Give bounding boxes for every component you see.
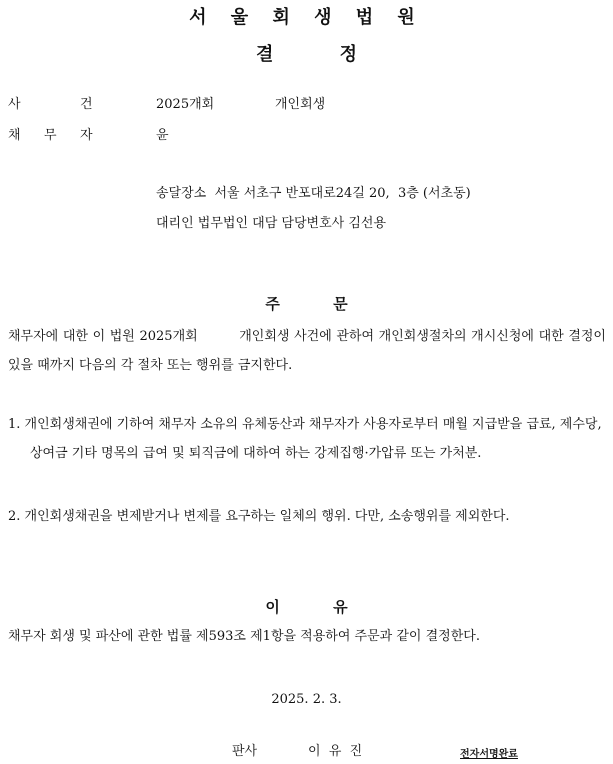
electronic-signature-mark: 전자서명완료 xyxy=(460,749,518,760)
order-item-text: 개인회생채권에 기하여 채무자 소유의 유체동산과 채무자가 사용자로부터 매월 지급받을 급료, 제수당, 상여금 기타 명목의 급여 및 퇴직금에 대하여 하는 강제집행·가압류 또는 가처분. xyxy=(24,417,602,461)
case-name: 개인회생 xyxy=(275,97,326,112)
debtor-name: 윤 xyxy=(156,128,169,143)
debtor-label-char-3: 자 xyxy=(80,128,93,143)
judge-title: 판사 xyxy=(232,744,258,759)
document-type: 결 정 xyxy=(255,44,358,65)
decision-date: 2025. 2. 3. xyxy=(271,692,342,707)
order-heading: 주 문 xyxy=(265,295,348,313)
order-item-number: 1. xyxy=(8,417,21,432)
order-item-text: 개인회생채권을 변제받거나 변제를 요구하는 일체의 행위. 다만, 소송행위를 제외한다. xyxy=(24,509,510,524)
order-item-2 xyxy=(8,502,606,531)
reason-text: 채무자 회생 및 파산에 관한 법률 제593조 제1항을 적용하여 주문과 같이 결정한다. xyxy=(8,629,480,644)
debtor-label-char-2: 무 xyxy=(44,128,57,143)
debtor-label-char-1: 채 xyxy=(8,128,21,143)
case-label-char-1: 사 xyxy=(8,97,21,112)
court-name: 서 울 회 생 법 원 xyxy=(189,7,424,28)
case-number: 2025개회 xyxy=(156,97,215,112)
service-address: 송달장소 서울 서초구 반포대로24길 20, 3층 (서초동) xyxy=(156,186,471,201)
legal-agent: 대리인 법무법인 대담 담당변호사 김선용 xyxy=(156,216,387,231)
judge-name: 이 유 진 xyxy=(308,744,363,759)
case-label-char-2: 건 xyxy=(80,97,93,112)
order-item-number: 2. xyxy=(8,509,21,524)
order-intro: 채무자에 대한 이 법원 2025개회 개인회생 사건에 관하여 개인회생절차의 개시신청에 대한 결정이 있을 때까지 다음의 각 절차 또는 행위를 금지한다. xyxy=(8,329,611,373)
order-item-1 xyxy=(8,410,606,468)
reason-heading: 이 유 xyxy=(265,598,348,616)
